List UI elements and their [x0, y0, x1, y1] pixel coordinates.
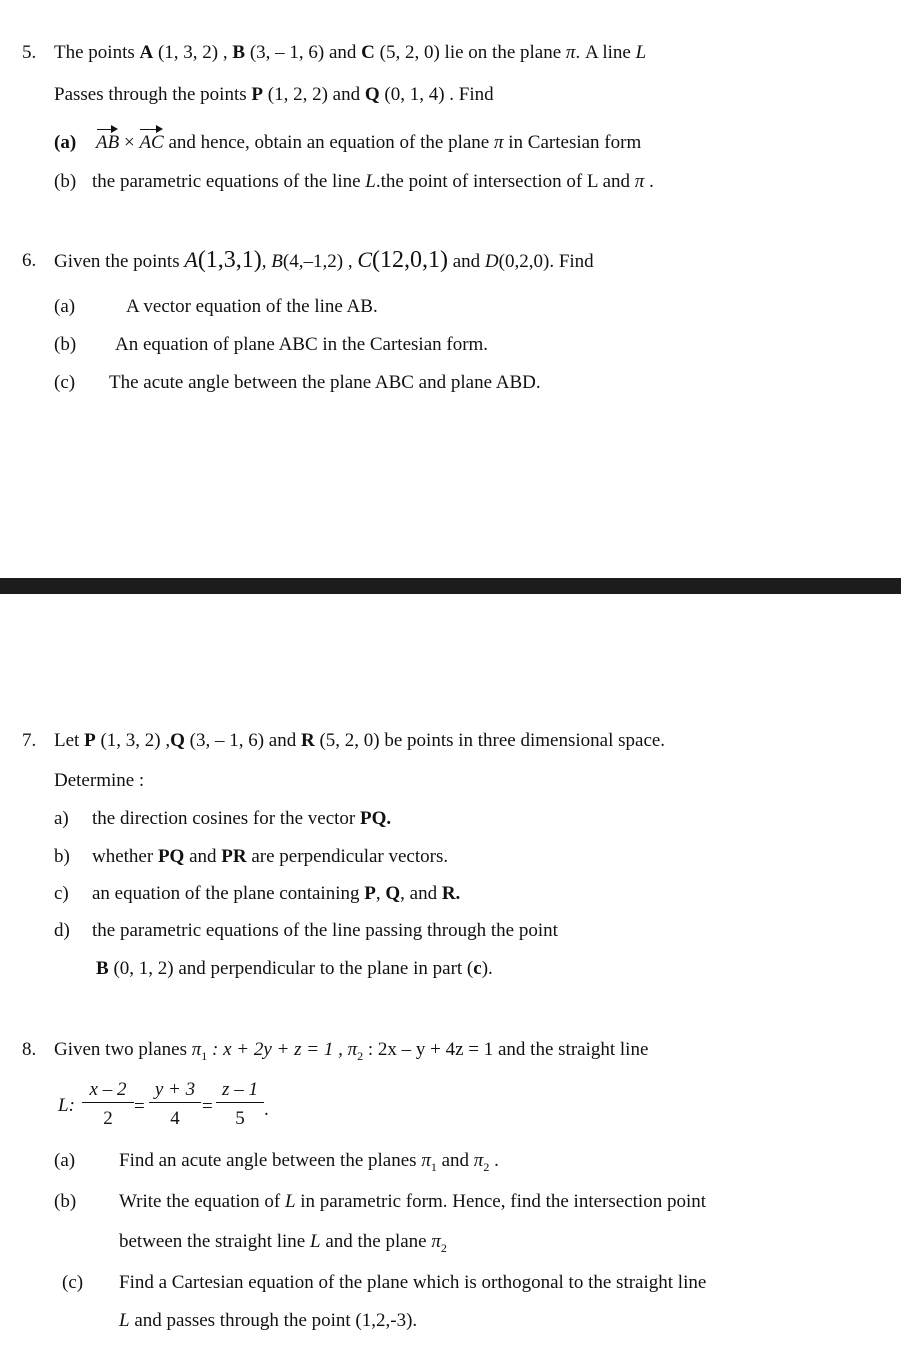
fraction-y: $\frac{y + 3}{4}$	[149, 1080, 201, 1128]
q7-part-d-label: d)	[54, 920, 70, 941]
q8-number: 8.	[22, 1039, 37, 1060]
q7-part-c-text: an equation of the plane containing P, Q, and R.	[92, 883, 461, 904]
q8-part-c-text: Find a Cartesian equation of the plane which is orthogonal to the straight line	[119, 1272, 707, 1293]
q7-part-b-text: whether PQ and PR are perpendicular vectors.	[92, 846, 449, 867]
page-divider	[0, 578, 901, 594]
vector-ac: AC	[139, 132, 164, 153]
q8-part-a-label: (a)	[54, 1150, 76, 1171]
q8-part-b-label: (b)	[54, 1191, 77, 1212]
q7-part-b-label: b)	[54, 846, 70, 867]
q6-part-a-label: (a)	[54, 296, 76, 317]
q6-part-c-label: (c)	[54, 372, 76, 393]
q7-part-a-label: a)	[54, 808, 69, 829]
q5-part-b-text: the parametric equations of the line L.the point of intersection of L and π .	[92, 171, 654, 192]
q5-line-1: The points A (1, 3, 2) , B (3, – 1, 6) and C (5, 2, 0) lie on the plane π. A line L	[54, 42, 647, 63]
q6-part-b-label: (b)	[54, 334, 77, 355]
q5-part-a-label: (a)	[54, 132, 77, 153]
equals-sign: =	[134, 1096, 145, 1117]
q7-part-d-text: the parametric equations of the line passing through the point	[92, 920, 558, 941]
q7-part-c-label: c)	[54, 883, 69, 904]
q6-number: 6.	[22, 250, 37, 271]
q6-part-b-text: An equation of plane ABC in the Cartesian form.	[115, 334, 489, 355]
q8-part-b-text: Write the equation of L in parametric form. Hence, find the intersection point	[119, 1191, 706, 1212]
fraction-z: $\frac{z - 1}{5}$	[216, 1080, 264, 1128]
q6-part-a-text: A vector equation of the line AB.	[126, 296, 378, 317]
q8-part-c-line-2: L and passes through the point (1,2,-3).	[119, 1310, 418, 1331]
fraction-x: $\frac{x - 2}{2}$	[82, 1080, 134, 1128]
q8-part-c-label: (c)	[62, 1272, 84, 1293]
q6-part-c-text: The acute angle between the plane ABC and plane ABD.	[109, 372, 541, 393]
q7-part-d-line-2: B (0, 1, 2) and perpendicular to the plane in part (c).	[96, 958, 493, 979]
q6-intro: Given the points A(1,3,1), B(4,–1,2) , C(12,0,1) and D(0,2,0). Find	[54, 247, 594, 273]
q5-number: 5.	[22, 42, 37, 63]
q5-part-b-label: (b)	[54, 171, 77, 192]
q7-part-a-text: the direction cosines for the vector PQ.	[92, 808, 392, 829]
q7-number: 7.	[22, 730, 37, 751]
line-l-symbol: L:	[58, 1095, 75, 1116]
vector-ab: AB	[96, 132, 120, 153]
q8-part-b-line-2: between the straight line L and the plane $\pi_2$	[119, 1231, 447, 1255]
q7-line-1: Let P (1, 3, 2) ,Q (3, – 1, 6) and R (5, 2, 0) be points in three dimensional space.	[54, 730, 666, 751]
q7-determine: Determine :	[54, 770, 145, 791]
q8-part-a-text: Find an acute angle between the planes $\pi_1$ and $\pi_2$ .	[119, 1150, 499, 1174]
equals-sign: =	[202, 1096, 213, 1117]
period: .	[264, 1099, 269, 1120]
q8-intro: Given two planes $\pi_1$ : x + 2y + z = 1 , $\pi_2$ : 2x – y + 4z = 1 and the straight line	[54, 1039, 649, 1063]
q5-line-2: Passes through the points P (1, 2, 2) and Q (0, 1, 4) . Find	[54, 84, 494, 105]
q5-part-a-text: AB × AC and hence, obtain an equation of the plane π in Cartesian form	[96, 132, 642, 153]
